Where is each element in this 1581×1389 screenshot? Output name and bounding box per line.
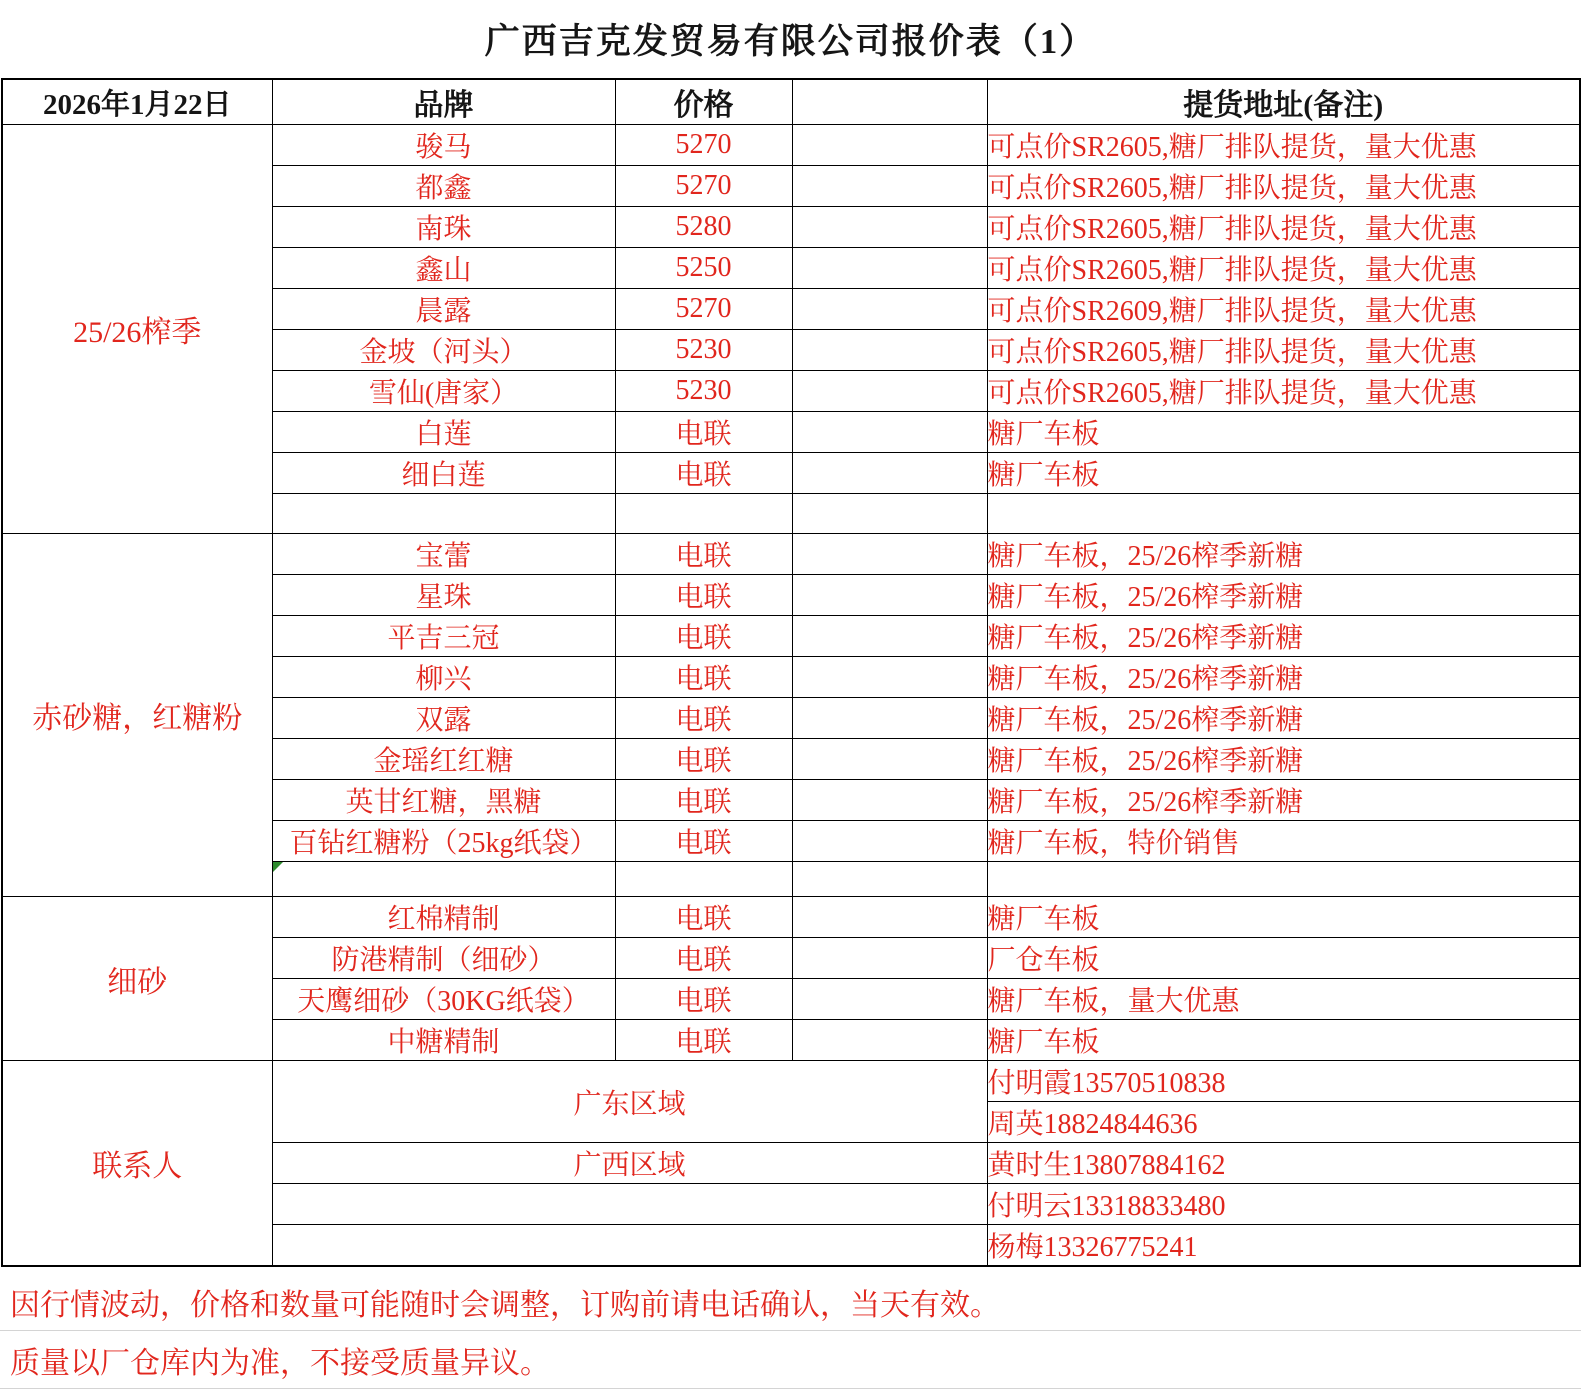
section-label: 赤砂糖，红糖粉 — [2, 534, 272, 897]
note-cell: 可点价SR2605,糖厂排队提货，量大优惠 — [987, 248, 1580, 289]
section-label: 25/26榨季 — [2, 125, 272, 534]
price-cell: 5270 — [615, 166, 792, 207]
note-cell — [987, 494, 1580, 534]
price-cell: 5270 — [615, 125, 792, 166]
spacer-cell — [792, 739, 987, 780]
price-cell: 5230 — [615, 330, 792, 371]
brand-cell: 天鹰细砂（30KG纸袋） — [272, 979, 615, 1020]
price-cell: 电联 — [615, 780, 792, 821]
note-cell: 糖厂车板 — [987, 412, 1580, 453]
region-cell: 广西区域 — [272, 1143, 987, 1184]
brand-cell: 金瑶红红糖 — [272, 739, 615, 780]
note-cell: 可点价SR2605,糖厂排队提货，量大优惠 — [987, 330, 1580, 371]
spacer-cell — [792, 453, 987, 494]
spacer-cell — [792, 166, 987, 207]
price-cell — [615, 862, 792, 897]
spacer-cell — [792, 938, 987, 979]
brand-cell: 晨露 — [272, 289, 615, 330]
footer-notes — [0, 1273, 1581, 1389]
cell-error-marker-icon — [273, 862, 283, 872]
brand-cell: 鑫山 — [272, 248, 615, 289]
footer-note-1: 因行情波动，价格和数量可能随时会调整，订购前请电话确认，当天有效。 — [0, 1273, 1581, 1331]
price-cell: 电联 — [615, 739, 792, 780]
phone-cell: 周英18824844636 — [987, 1102, 1580, 1143]
spacer-cell — [792, 534, 987, 575]
note-cell: 可点价SR2605,糖厂排队提货，量大优惠 — [987, 166, 1580, 207]
spacer-cell — [792, 897, 987, 938]
table-row — [2, 897, 1580, 938]
section-label: 联系人 — [2, 1061, 272, 1267]
table-row — [2, 125, 1580, 166]
price-cell: 电联 — [615, 938, 792, 979]
brand-cell: 平吉三冠 — [272, 616, 615, 657]
price-cell: 电联 — [615, 412, 792, 453]
phone-cell: 付明云13318833480 — [987, 1184, 1580, 1225]
note-cell: 糖厂车板，25/26榨季新糖 — [987, 780, 1580, 821]
note-cell: 糖厂车板，25/26榨季新糖 — [987, 657, 1580, 698]
spacer-cell — [792, 979, 987, 1020]
brand-cell: 细白莲 — [272, 453, 615, 494]
price-cell: 电联 — [615, 897, 792, 938]
brand-cell: 中糖精制 — [272, 1020, 615, 1061]
footer-note-2: 质量以厂仓库内为准，不接受质量异议。 — [0, 1331, 1581, 1389]
brand-cell: 防港精制（细砂） — [272, 938, 615, 979]
phone-cell: 付明霞13570510838 — [987, 1061, 1580, 1102]
price-header: 价格 — [615, 79, 792, 125]
note-cell: 可点价SR2605,糖厂排队提货，量大优惠 — [987, 371, 1580, 412]
note-cell: 糖厂车板，25/26榨季新糖 — [987, 739, 1580, 780]
price-cell: 5280 — [615, 207, 792, 248]
spacer-cell — [792, 575, 987, 616]
region-cell — [272, 1225, 987, 1267]
phone-cell: 杨梅13326775241 — [987, 1225, 1580, 1267]
brand-cell: 都鑫 — [272, 166, 615, 207]
table-row — [2, 1061, 1580, 1102]
note-cell: 糖厂车板，特价销售 — [987, 821, 1580, 862]
price-cell: 电联 — [615, 534, 792, 575]
note-cell: 糖厂车板，25/26榨季新糖 — [987, 575, 1580, 616]
note-cell: 糖厂车板 — [987, 1020, 1580, 1061]
brand-cell — [272, 862, 615, 897]
brand-cell: 雪仙(唐家） — [272, 371, 615, 412]
brand-cell: 金坡（河头） — [272, 330, 615, 371]
note-cell: 糖厂车板，25/26榨季新糖 — [987, 616, 1580, 657]
table-row — [2, 534, 1580, 575]
price-cell — [615, 494, 792, 534]
note-cell — [987, 862, 1580, 897]
spacer-cell — [792, 248, 987, 289]
notes-header: 提货地址(备注) — [987, 79, 1580, 125]
price-cell: 电联 — [615, 1020, 792, 1061]
price-cell: 5230 — [615, 371, 792, 412]
brand-cell: 骏马 — [272, 125, 615, 166]
brand-cell: 双露 — [272, 698, 615, 739]
note-cell: 糖厂车板，量大优惠 — [987, 979, 1580, 1020]
phone-cell: 黄时生13807884162 — [987, 1143, 1580, 1184]
brand-header: 品牌 — [272, 79, 615, 125]
spacer-cell — [792, 862, 987, 897]
spacer-cell — [792, 371, 987, 412]
note-cell: 糖厂车板，25/26榨季新糖 — [987, 534, 1580, 575]
spacer-cell — [792, 289, 987, 330]
section-label: 细砂 — [2, 897, 272, 1061]
region-cell: 广东区域 — [272, 1061, 987, 1143]
spacer-cell — [792, 1020, 987, 1061]
price-cell: 电联 — [615, 979, 792, 1020]
brand-cell: 白莲 — [272, 412, 615, 453]
brand-cell: 南珠 — [272, 207, 615, 248]
quote-table — [1, 78, 1581, 1267]
brand-cell: 百钻红糖粉（25kg纸袋） — [272, 821, 615, 862]
price-cell: 电联 — [615, 616, 792, 657]
spacer-cell — [792, 207, 987, 248]
note-cell: 糖厂车板，25/26榨季新糖 — [987, 698, 1580, 739]
spacer-cell — [792, 412, 987, 453]
table-row — [2, 79, 1580, 125]
price-cell: 电联 — [615, 453, 792, 494]
brand-cell — [272, 494, 615, 534]
brand-cell: 宝蕾 — [272, 534, 615, 575]
region-cell — [272, 1184, 987, 1225]
spacer-cell — [792, 821, 987, 862]
brand-cell: 星珠 — [272, 575, 615, 616]
page-title: 广西吉克发贸易有限公司报价表（1） — [484, 22, 1097, 61]
price-cell: 5270 — [615, 289, 792, 330]
spacer-cell — [792, 494, 987, 534]
spacer-cell — [792, 780, 987, 821]
spacer-cell — [792, 330, 987, 371]
header-spacer-cell — [792, 79, 987, 125]
price-cell: 电联 — [615, 657, 792, 698]
note-cell: 可点价SR2605,糖厂排队提货，量大优惠 — [987, 125, 1580, 166]
brand-cell: 柳兴 — [272, 657, 615, 698]
spacer-cell — [792, 616, 987, 657]
spacer-cell — [792, 125, 987, 166]
note-cell: 可点价SR2605,糖厂排队提货，量大优惠 — [987, 207, 1580, 248]
price-cell: 电联 — [615, 575, 792, 616]
date-cell: 2026年1月22日 — [2, 79, 272, 125]
spacer-cell — [792, 657, 987, 698]
note-cell: 糖厂车板 — [987, 897, 1580, 938]
note-cell: 糖厂车板 — [987, 453, 1580, 494]
spacer-cell — [792, 698, 987, 739]
price-cell: 电联 — [615, 821, 792, 862]
brand-cell: 英甘红糖，黑糖 — [272, 780, 615, 821]
brand-cell: 红棉精制 — [272, 897, 615, 938]
note-cell: 厂仓车板 — [987, 938, 1580, 979]
note-cell: 可点价SR2609,糖厂排队提货，量大优惠 — [987, 289, 1580, 330]
price-cell: 电联 — [615, 698, 792, 739]
price-cell: 5250 — [615, 248, 792, 289]
